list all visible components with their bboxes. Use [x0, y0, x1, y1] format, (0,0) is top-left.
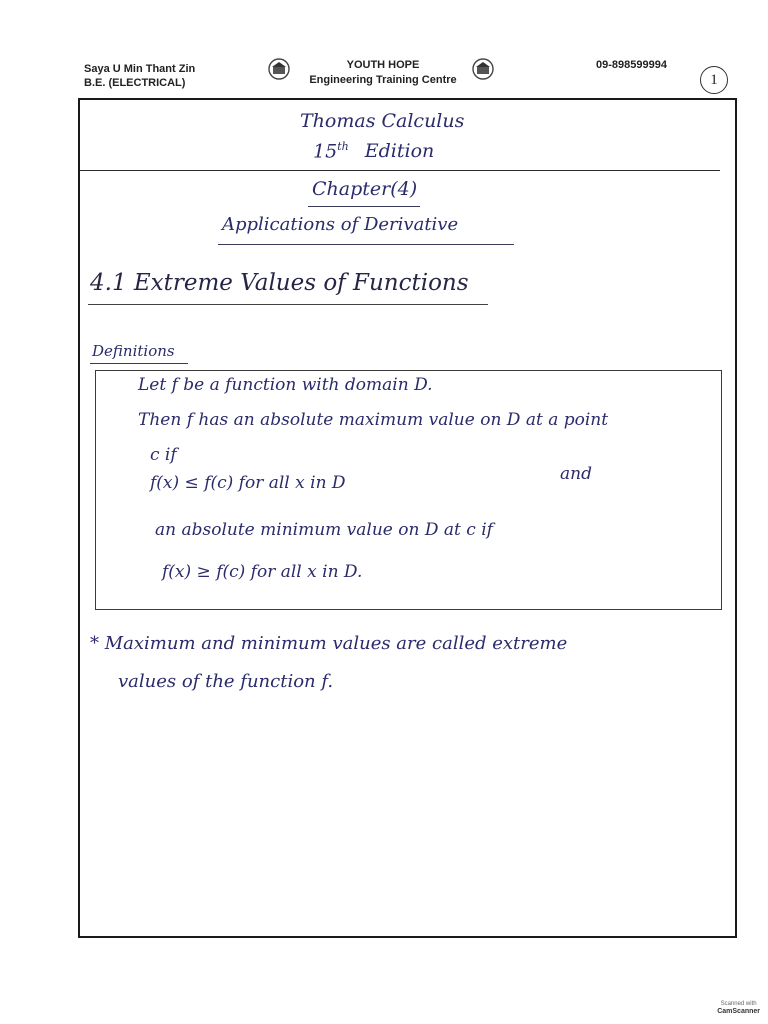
book-title: Thomas Calculus [300, 110, 465, 132]
chapter-underline [308, 206, 420, 207]
edition-suffix: th [337, 140, 349, 153]
note-line-1: * Maximum and minimum values are called extreme [90, 633, 568, 654]
section-heading-underline [88, 304, 488, 305]
section-heading: 4.1 Extreme Values of Functions [90, 270, 469, 296]
definition-line-3: c if [150, 445, 177, 465]
definition-line-2: Then f has an absolute maximum value on D at a point [138, 410, 609, 430]
school-logo-left-icon [268, 58, 290, 80]
center-subtitle: Engineering Training Centre [309, 74, 457, 86]
definition-line-5: and [560, 464, 592, 484]
chapter-title: Applications of Derivative [222, 214, 459, 235]
scanner-stamp-top: Scanned with [720, 1001, 757, 1007]
scanner-stamp [717, 1000, 760, 1016]
title-divider [80, 170, 720, 171]
edition-word: Edition [364, 140, 435, 163]
chapter-title-underline [218, 244, 514, 245]
author-name: Saya U Min Thant Zin [84, 63, 196, 75]
definition-line-1: Let f be a function with domain D. [138, 375, 433, 395]
definition-line-7: f(x) ≥ f(c) for all x in D. [162, 562, 363, 582]
author-degree: B.E. (ELECTRICAL) [84, 77, 186, 89]
definition-line-6: an absolute minimum value on D at c if [155, 520, 493, 540]
chapter-label: Chapter(4) [312, 178, 418, 200]
phone-number: 09-898599994 [596, 59, 667, 71]
definitions-label: Definitions [92, 342, 175, 360]
center-title: YOUTH HOPE [346, 59, 420, 71]
school-logo-right-icon [472, 58, 494, 80]
note-line-2: values of the function f. [118, 671, 334, 692]
page-number: 1 [700, 66, 728, 94]
definitions-underline [90, 363, 188, 364]
edition-number: 15 [313, 140, 338, 163]
edition [313, 140, 434, 162]
scanner-stamp-brand: CamScanner [717, 1008, 760, 1015]
definition-line-4: f(x) ≤ f(c) for all x in D [150, 473, 346, 493]
